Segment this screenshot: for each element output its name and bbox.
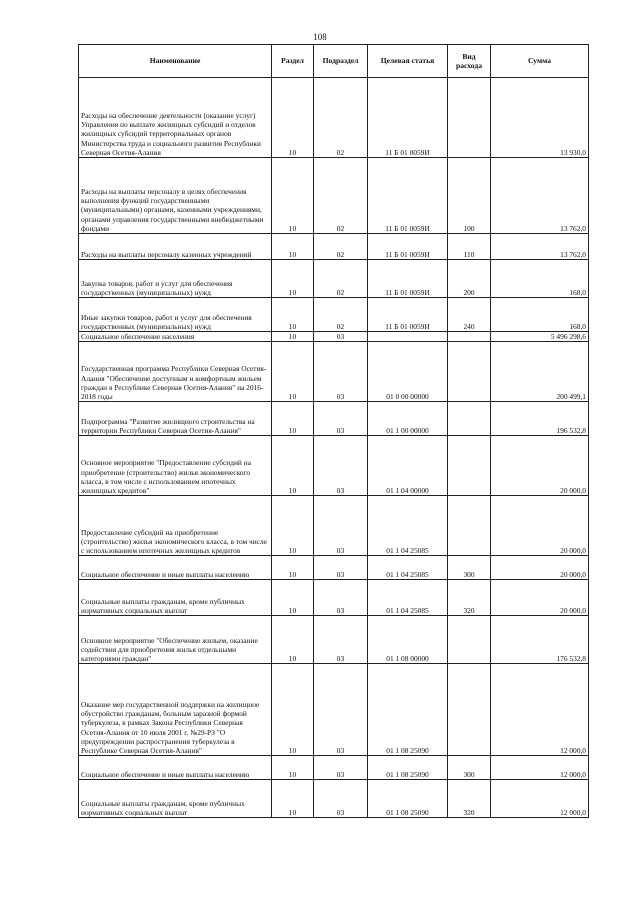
cell-expense-kind xyxy=(448,616,491,664)
table-row xyxy=(79,756,589,780)
cell-amount: 20 000,0 xyxy=(491,436,589,496)
cell-expense-kind: 320 xyxy=(448,780,491,818)
cell-amount: 12 000,0 xyxy=(491,780,589,818)
cell-amount: 196 532,8 xyxy=(491,402,589,436)
cell-name: Социальное обеспечение и иные выплаты населению xyxy=(79,556,272,580)
cell-subsection: 03 xyxy=(314,496,368,556)
table-row xyxy=(79,780,589,818)
cell-subsection: 03 xyxy=(314,402,368,436)
table-row xyxy=(79,580,589,616)
cell-name: Оказание мер государственной поддержки на жилищное обустройство гражданам, больным заразной формой туберкулеза, в рамках Закона Республики Северная Осетия-Алания от 10 июля 2001 г. №29-РЗ "О предупреждении распространения туберкулеза в Республике Северная Осетия-Алания" xyxy=(79,664,272,756)
budget-table xyxy=(78,44,589,818)
cell-amount: 168,0 xyxy=(491,298,589,332)
cell-section: 10 xyxy=(272,158,314,234)
cell-target-article xyxy=(368,332,448,342)
cell-amount: 20 000,0 xyxy=(491,496,589,556)
cell-section: 10 xyxy=(272,580,314,616)
cell-expense-kind: 200 xyxy=(448,260,491,298)
table-header-row xyxy=(79,45,589,78)
cell-target-article: 01 0 00 00000 xyxy=(368,342,448,402)
table-row xyxy=(79,664,589,756)
cell-target-article: 01 1 04 25085 xyxy=(368,580,448,616)
cell-amount: 200 499,1 xyxy=(491,342,589,402)
cell-target-article: 01 1 04 25085 xyxy=(368,556,448,580)
table-row xyxy=(79,332,589,342)
cell-name: Социальные выплаты гражданам, кроме публичных нормативных социальных выплат xyxy=(79,580,272,616)
cell-subsection: 03 xyxy=(314,580,368,616)
cell-expense-kind: 320 xyxy=(448,580,491,616)
cell-amount: 12 000,0 xyxy=(491,756,589,780)
table-row xyxy=(79,158,589,234)
cell-section: 10 xyxy=(272,556,314,580)
cell-subsection: 03 xyxy=(314,332,368,342)
table-row xyxy=(79,298,589,332)
cell-expense-kind: 300 xyxy=(448,556,491,580)
cell-name: Предоставление субсидий на приобретение (строительство) жилья экономического класса, в том числе с использованием ипотечных жилищных кредитов xyxy=(79,496,272,556)
cell-amount: 168,0 xyxy=(491,260,589,298)
cell-target-article: 11 Б 01 0059И xyxy=(368,78,448,158)
cell-name: Расходы на обеспечение деятельности (оказание услуг) Управления по выплате жилищных субсидий и отделов жилищных субсидий территориальных органов Министерства труда и социального развития Республики Северная Осетия-Алания xyxy=(79,78,272,158)
cell-section: 10 xyxy=(272,298,314,332)
cell-target-article: 01 1 08 25090 xyxy=(368,756,448,780)
cell-subsection: 03 xyxy=(314,756,368,780)
header-expense-kind: Вид расхода xyxy=(448,45,491,78)
table-row xyxy=(79,342,589,402)
table-row xyxy=(79,556,589,580)
table-row xyxy=(79,436,589,496)
cell-name: Подпрограмма "Развитие жилищного строительства на территории Республики Северная Осетия-Алания" xyxy=(79,402,272,436)
header-subsection: Подраздел xyxy=(314,45,368,78)
cell-target-article: 11 Б 01 0059И xyxy=(368,158,448,234)
table-row xyxy=(79,496,589,556)
cell-section: 10 xyxy=(272,664,314,756)
cell-expense-kind xyxy=(448,664,491,756)
header-name: Наименование xyxy=(79,45,272,78)
cell-amount: 13 762,0 xyxy=(491,158,589,234)
cell-name: Расходы на выплаты персоналу в целях обеспечения выполнения функций государственными (муниципальными) органами, казенными учреждениями, органами управления государственными внебюджетными фондами xyxy=(79,158,272,234)
cell-subsection: 03 xyxy=(314,664,368,756)
cell-amount: 176 532,8 xyxy=(491,616,589,664)
cell-expense-kind xyxy=(448,436,491,496)
cell-target-article: 01 1 08 25090 xyxy=(368,780,448,818)
cell-expense-kind xyxy=(448,402,491,436)
cell-subsection: 03 xyxy=(314,342,368,402)
cell-section: 10 xyxy=(272,436,314,496)
cell-amount: 20 000,0 xyxy=(491,580,589,616)
cell-target-article: 01 1 00 00000 xyxy=(368,402,448,436)
cell-target-article: 01 1 04 00000 xyxy=(368,436,448,496)
cell-expense-kind xyxy=(448,78,491,158)
cell-section: 10 xyxy=(272,78,314,158)
cell-target-article: 11 Б 01 0059И xyxy=(368,298,448,332)
cell-expense-kind: 110 xyxy=(448,234,491,260)
cell-section: 10 xyxy=(272,616,314,664)
cell-subsection: 02 xyxy=(314,298,368,332)
cell-section: 10 xyxy=(272,342,314,402)
cell-amount: 13 930,0 xyxy=(491,78,589,158)
table-row xyxy=(79,616,589,664)
cell-expense-kind: 100 xyxy=(448,158,491,234)
header-amount: Сумма xyxy=(491,45,589,78)
cell-name: Основное мероприятие "Обеспечение жильем, оказание содействия для приобретения жилья отдельными категориями граждан" xyxy=(79,616,272,664)
cell-expense-kind xyxy=(448,496,491,556)
cell-name: Государственная программа Республики Северная Осетия-Алания "Обеспечение доступным и комфортным жильем граждан в Республике Северная Осетия-Алания" на 2016-2018 годы xyxy=(79,342,272,402)
cell-target-article: 01 1 08 25090 xyxy=(368,664,448,756)
cell-target-article: 01 1 08 00000 xyxy=(368,616,448,664)
cell-expense-kind xyxy=(448,342,491,402)
cell-subsection: 03 xyxy=(314,556,368,580)
cell-section: 10 xyxy=(272,780,314,818)
cell-amount: 13 762,0 xyxy=(491,234,589,260)
header-target-article: Целевая статья xyxy=(368,45,448,78)
cell-section: 10 xyxy=(272,234,314,260)
cell-subsection: 02 xyxy=(314,260,368,298)
cell-name: Закупка товаров, работ и услуг для обеспечения государственных (муниципальных) нужд xyxy=(79,260,272,298)
table-row xyxy=(79,260,589,298)
cell-section: 10 xyxy=(272,402,314,436)
cell-name: Социальное обеспечение населения xyxy=(79,332,272,342)
cell-subsection: 03 xyxy=(314,436,368,496)
cell-section: 10 xyxy=(272,756,314,780)
page-number: 108 xyxy=(313,32,327,42)
cell-subsection: 02 xyxy=(314,78,368,158)
table-row xyxy=(79,402,589,436)
cell-expense-kind: 300 xyxy=(448,756,491,780)
cell-amount: 12 000,0 xyxy=(491,664,589,756)
cell-name: Расходы на выплаты персоналу казенных учреждений xyxy=(79,234,272,260)
cell-name: Социальное обеспечение и иные выплаты населению xyxy=(79,756,272,780)
cell-section: 10 xyxy=(272,260,314,298)
cell-expense-kind xyxy=(448,332,491,342)
table-row xyxy=(79,234,589,260)
table-row xyxy=(79,78,589,158)
cell-section: 10 xyxy=(272,496,314,556)
cell-amount: 5 496 298,6 xyxy=(491,332,589,342)
cell-target-article: 11 Б 01 0059И xyxy=(368,234,448,260)
cell-name: Социальные выплаты гражданам, кроме публичных нормативных социальных выплат xyxy=(79,780,272,818)
cell-amount: 20 000,0 xyxy=(491,556,589,580)
header-section: Раздел xyxy=(272,45,314,78)
cell-subsection: 03 xyxy=(314,780,368,818)
cell-section: 10 xyxy=(272,332,314,342)
cell-name: Основное мероприятие "Предоставление субсидий на приобретение (строительство) жилья экономического класса, в том числе с использованием ипотечных жилищных кредитов" xyxy=(79,436,272,496)
cell-subsection: 03 xyxy=(314,616,368,664)
cell-subsection: 02 xyxy=(314,158,368,234)
cell-target-article: 11 Б 01 0059И xyxy=(368,260,448,298)
cell-subsection: 02 xyxy=(314,234,368,260)
cell-target-article: 01 1 04 25085 xyxy=(368,496,448,556)
cell-expense-kind: 240 xyxy=(448,298,491,332)
cell-name: Иные закупки товаров, работ и услуг для обеспечения государственных (муниципальных) нужд xyxy=(79,298,272,332)
